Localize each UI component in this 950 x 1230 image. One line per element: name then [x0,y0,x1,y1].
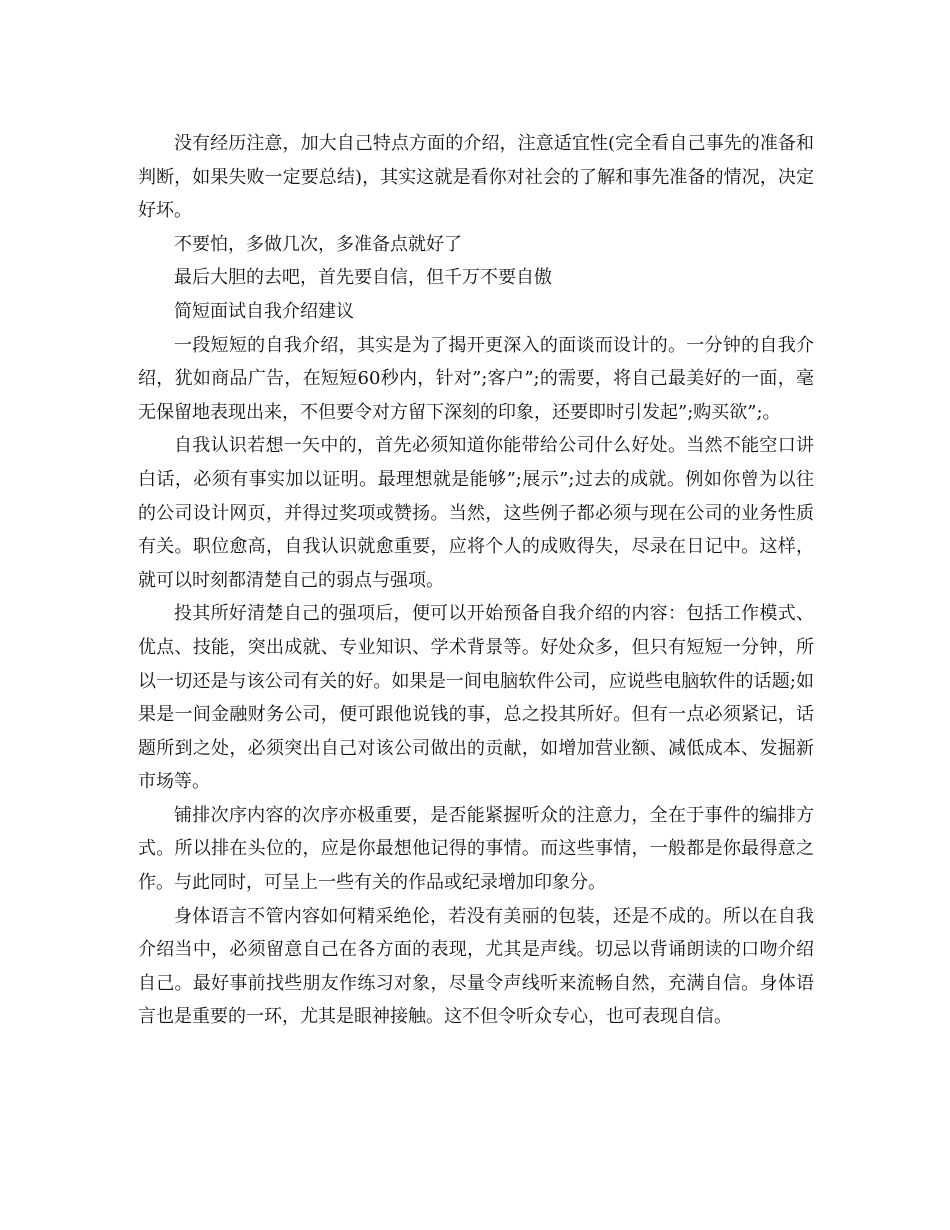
paragraph-be-confident: 最后大胆的去吧，首先要自信，但千万不要自傲 [174,267,552,289]
section-heading: 简短面试自我介绍建议 [174,300,354,322]
paragraph-short-intro: 一段短短的自我介绍，其实是为了揭开更深入的面谈而设计的。一分钟的自我介绍，犹如商品广告，在短短60秒内，针对”;客户”;的需要，将自己最美好的一面，毫无保留地表现出来，不但要令对方留下深刻的印象，还要即时引发起”;购买欲”;。 [138,334,814,423]
paragraph-experience-note: 没有经历注意，加大自己特点方面的介绍，注意适宜性(完全看自己事先的准备和判断，如果失败一定要总结)，其实这就是看你对社会的了解和事先准备的情况，决定好坏。 [138,133,814,222]
document-page [138,127,814,1034]
paragraph-self-awareness: 自我认识若想一矢中的，首先必须知道你能带给公司什么好处。当然不能空口讲白话，必须有事实加以证明。最理想就是能够”;展示”;过去的成就。例如你曾为以往的公司设计网页，并得过奖项或赞扬。当然，这些例子都必须与现在公司的业务性质有关。职位愈高，自我认识就愈重要，应将个人的成败得失，尽录在日记中。这样，就可以时刻都清楚自己的弱点与强项。 [138,435,814,591]
paragraph-ordering: 铺排次序内容的次序亦极重要，是否能紧握听众的注意力，全在于事件的编排方式。所以排在头位的，应是你最想他记得的事情。而这些事情，一般都是你最得意之作。与此同时，可呈上一些有关的作品或纪录增加印象分。 [138,804,814,894]
paragraph-dont-fear: 不要怕，多做几次，多准备点就好了 [174,233,462,255]
paragraph-cater-to-interests: 投其所好清楚自己的强项后，便可以开始预备自我介绍的内容：包括工作模式、优点、技能，突出成就、专业知识、学术背景等。好处众多，但只有短短一分钟，所以一切还是与该公司有关的好。如果是一间电脑软件公司，应说些电脑软件的话题;如果是一间金融财务公司，便可跟他说钱的事，总之投其所好。但有一点必须紧记，话题所到之处，必须突出自己对该公司做出的贡献，如增加营业额、减低成本、发掘新市场等。 [138,603,814,793]
paragraph-body-language: 身体语言不管内容如何精采绝伦，若没有美丽的包装，还是不成的。所以在自我介绍当中，必须留意自己在各方面的表现，尤其是声线。切忌以背诵朗读的口吻介绍自己。最好事前找些朋友作练习对象，尽量令声线听来流畅自然，充满自信。身体语言也是重要的一环，尤其是眼神接触。这不但令听众专心，也可表现自信。 [138,905,814,1028]
